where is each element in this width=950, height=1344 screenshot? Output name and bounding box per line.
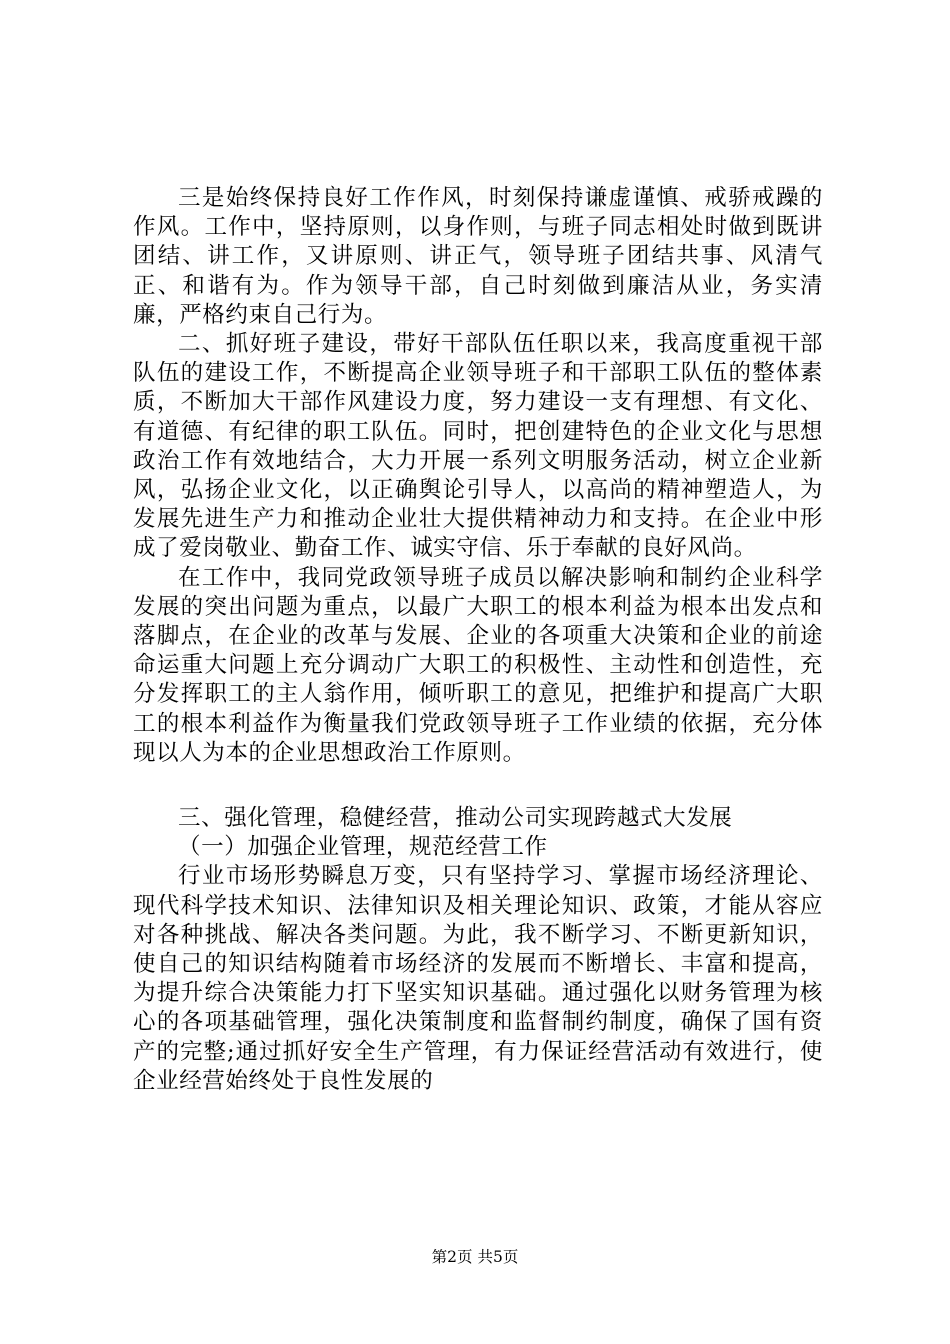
body-text: [133, 184, 823, 1096]
paragraph-work: 在工作中，我同党政领导班子成员以解决影响和制约企业科学发展的突出问题为重点，以最广大职工的根本利益为根本出发点和落脚点，在企业的改革与发展、企业的各项重大决策和企业的前途命运重大问题上充分调动广大职工的积极性、主动性和创造性，充分发挥职工的主人翁作用，倾听职工的意见，把维护和提高广大职工的根本利益作为衡量我们党政领导班子工作业绩的依据，充分体现以人为本的企业思想政治工作原则。: [133, 564, 823, 766]
page-number: 第2页 共5页: [431, 1248, 519, 1266]
paragraph-team-building: 二、抓好班子建设，带好干部队伍任职以来，我高度重视干部队伍的建设工作，不断提高企业领导班子和干部职工队伍的整体素质，不断加大干部作风建设力度，努力建设一支有理想、有文化、有道德、有纪律的职工队伍。同时，把创建特色的企业文化与思想政治工作有效地结合，大力开展一系列文明服务活动，树立企业新风，弘扬企业文化，以正确舆论引导人，以高尚的精神塑造人，为发展先进生产力和推动企业壮大提供精神动力和支持。在企业中形成了爱岗敬业、勤奋工作、诚实守信、乐于奉献的良好风尚。: [133, 331, 823, 562]
subsection-heading: （一）加强企业管理，规范经营工作: [178, 834, 548, 861]
section-heading: 三、强化管理，稳健经营，推动公司实现跨越式大发展: [178, 805, 733, 832]
paragraph-gap: [133, 768, 823, 804]
paragraph-management: 行业市场形势瞬息万变，只有坚持学习、掌握市场经济理论、现代科学技术知识、法律知识及相关理论知识、政策，才能从容应对各种挑战、解决各类问题。为此，我不断学习、不断更新知识，使自己的知识结构随着市场经济的发展而不断增长、丰富和提高，为提升综合决策能力打下坚实知识基础。通过强化以财务管理为核心的各项基础管理，强化决策制度和监督制约制度，确保了国有资产的完整;通过抓好安全生产管理，有力保证经营活动有效进行，使企业经营始终处于良性发展的: [133, 863, 823, 1094]
paragraph-work-style: 三是始终保持良好工作作风，时刻保持谦虚谨慎、戒骄戒躁的作风。工作中，坚持原则，以身作则，与班子同志相处时做到既讲团结、讲工作，又讲原则、讲正气，领导班子团结共事、风清气正、和谐有为。作为领导干部，自己时刻做到廉洁从业，务实清廉，严格约束自己行为。: [133, 185, 823, 328]
